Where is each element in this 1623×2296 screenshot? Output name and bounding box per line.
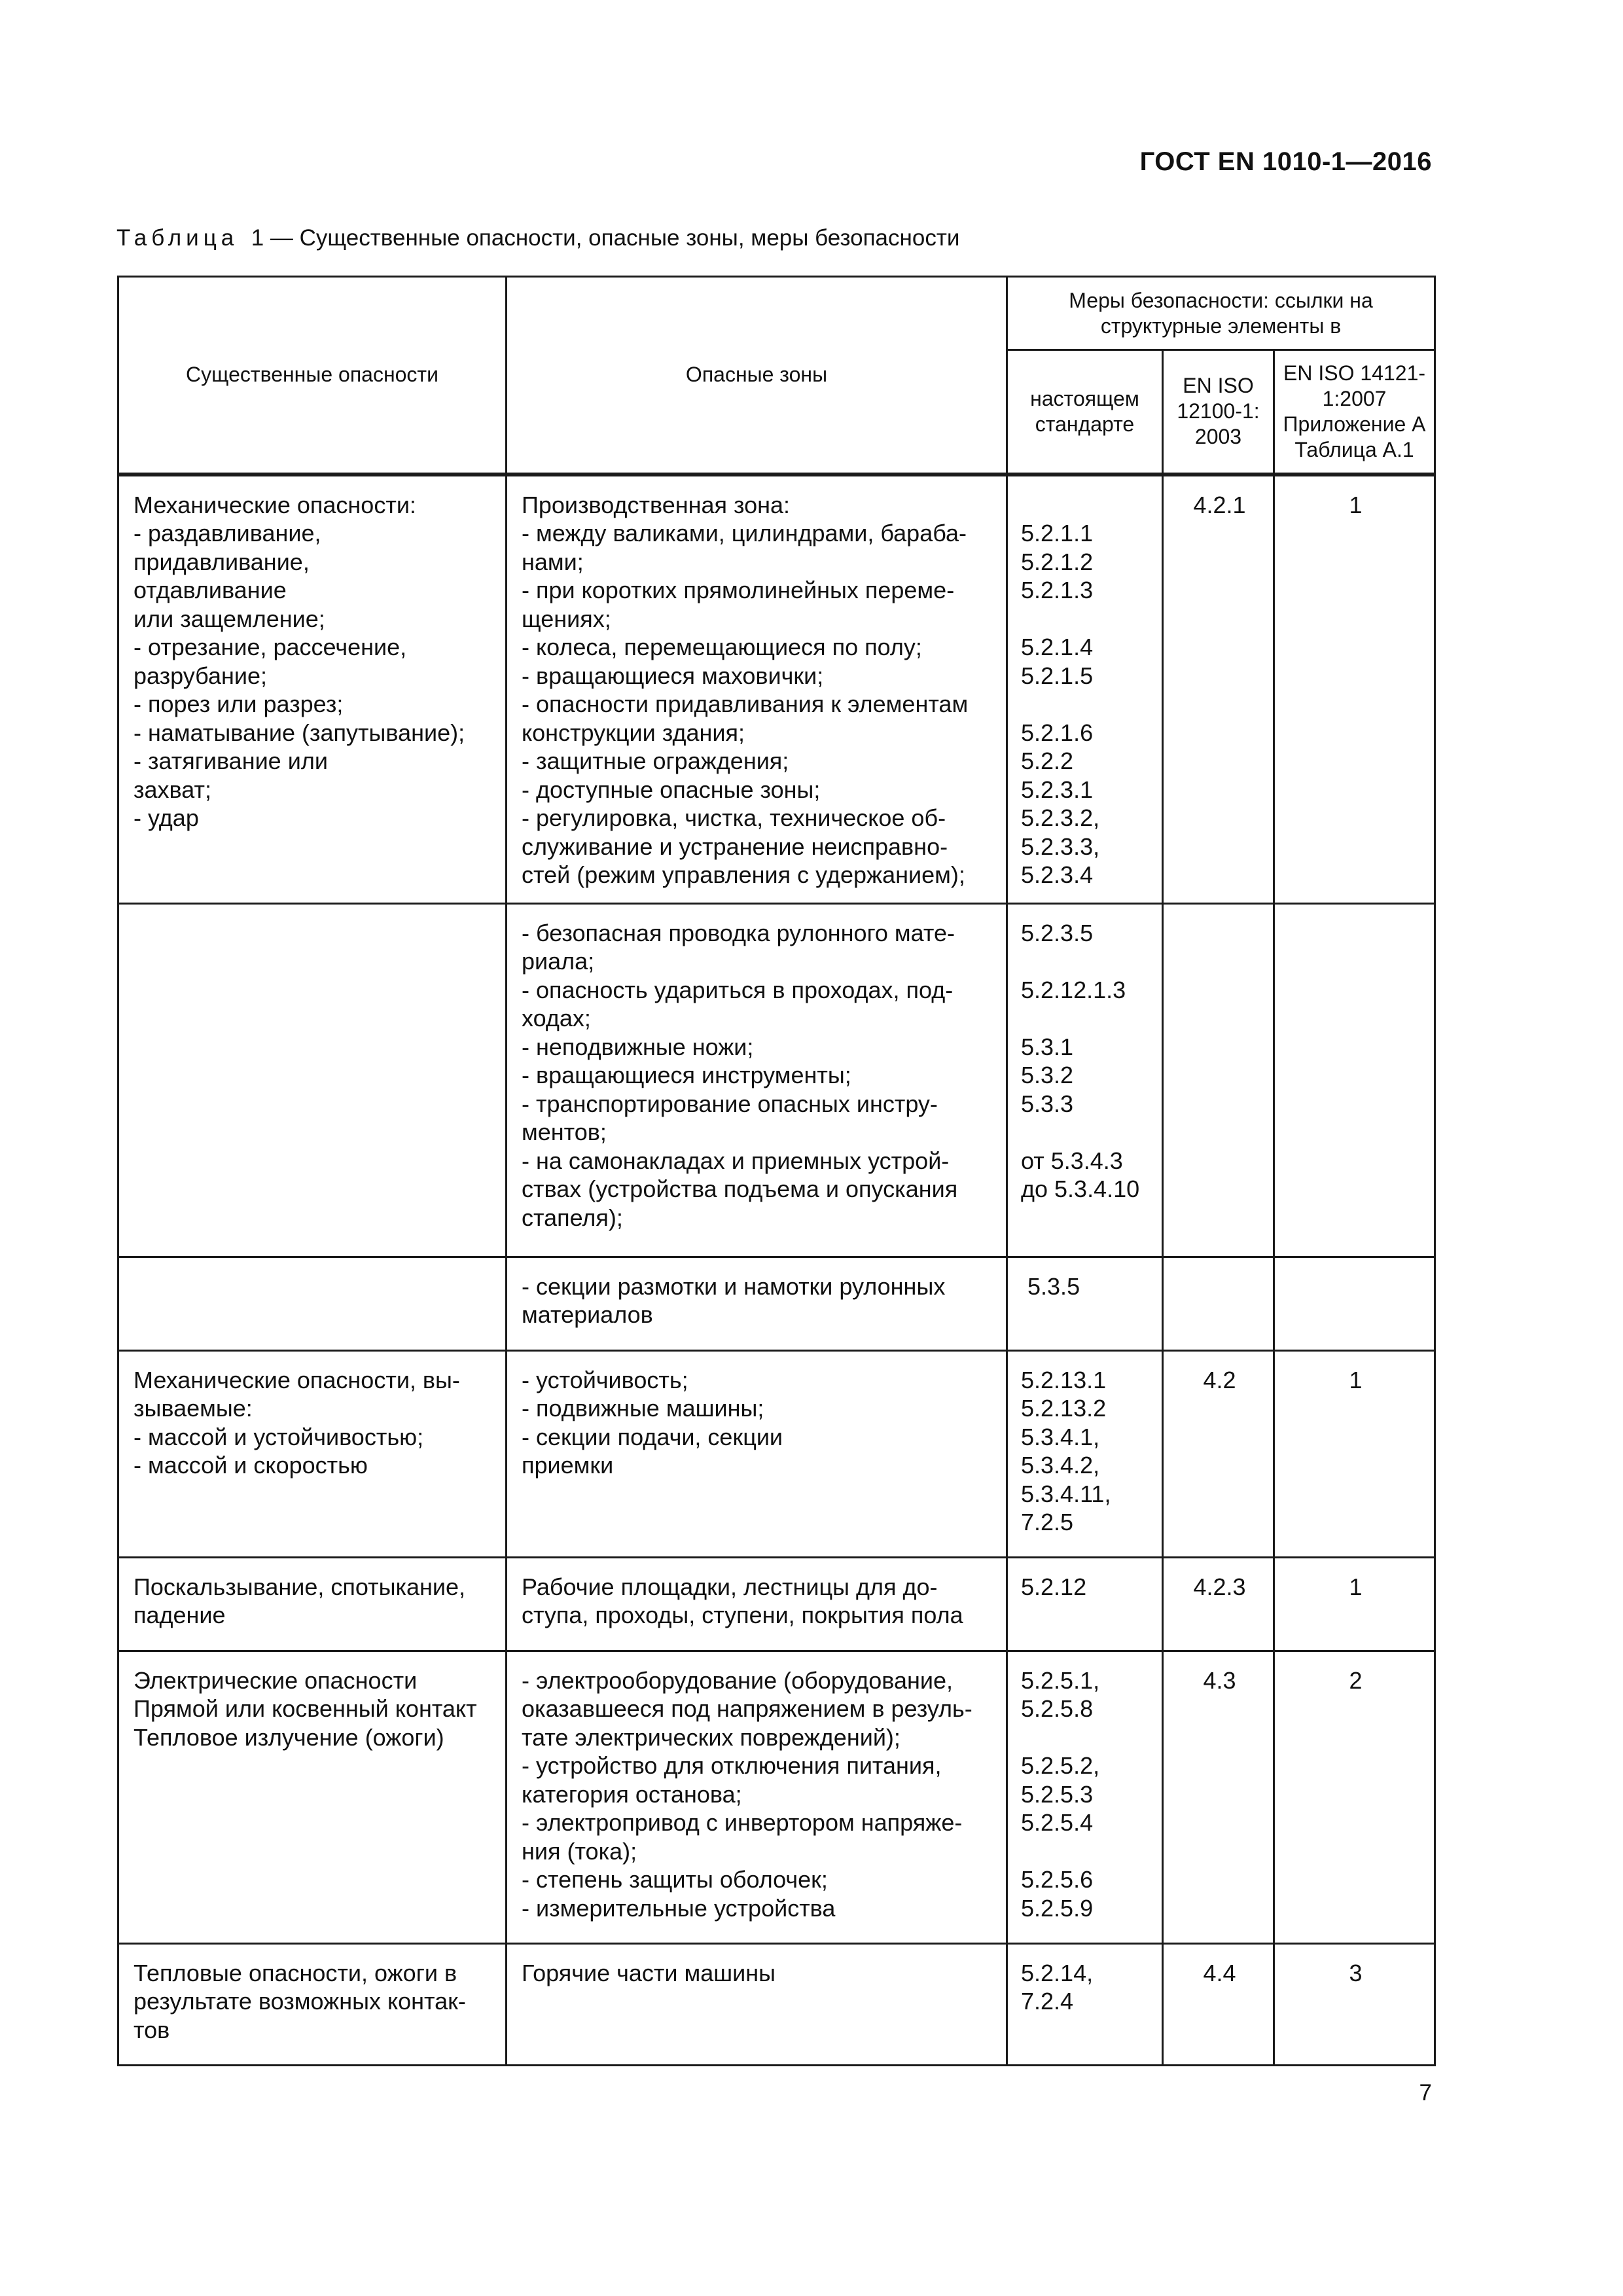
zone-cell-line: - вращающиеся маховички; (522, 662, 824, 689)
page-number: 7 (1419, 2080, 1432, 2106)
iso-12100-ref-cell: 4.4 (1163, 1943, 1274, 2065)
hazard-cell (118, 903, 507, 1257)
current-standard-ref-cell-line: 5.2.5.6 (1021, 1866, 1094, 1893)
current-standard-ref-cell-line: 5.2.12 (1021, 1573, 1087, 1600)
zone-cell-line: нами; (522, 548, 584, 575)
current-standard-ref-cell (1007, 1557, 1163, 1651)
current-standard-ref-cell-line: 5.3.1 (1021, 1033, 1074, 1060)
iso-14121-ref-cell: 2 (1274, 1651, 1435, 1943)
hazard-cell-line: Электрические опасности (134, 1666, 418, 1694)
header-iso-14121: EN ISO 14121-1:2007 Приложение А Таблица А.1 (1274, 350, 1435, 475)
zone-cell-line: ментов; (522, 1119, 607, 1145)
current-standard-ref-cell-line: 5.2.1.3 (1021, 577, 1094, 603)
current-standard-ref-cell (1007, 903, 1163, 1257)
hazard-cell-line: - порез или разрез; (134, 691, 344, 717)
hazard-cell-line: результате возможных контак- (134, 1988, 466, 2015)
zone-cell-line: ствах (устройства подъема и опускания (522, 1175, 958, 1202)
current-standard-ref-cell-line: 5.3.4.1, (1021, 1423, 1100, 1450)
iso-12100-ref-cell: 4.2 (1163, 1350, 1274, 1557)
current-standard-ref-cell-line: 5.2.5.3 (1021, 1780, 1094, 1808)
current-standard-ref-cell-line (1021, 1837, 1155, 1866)
zone-cell-line: щениях; (522, 605, 611, 632)
current-standard-ref-cell-line: 5.3.4.2, (1021, 1452, 1100, 1479)
zone-cell-line: ступа, проходы, ступени, покрытия пола (522, 1602, 963, 1628)
zone-cell-line: оказавшееся под напряжением в резуль- (522, 1695, 972, 1722)
zone-cell-line: материалов (522, 1301, 653, 1328)
zone-cell (507, 1651, 1007, 1943)
zone-cell-line: - вращающиеся инструменты; (522, 1062, 851, 1088)
current-standard-ref-cell-line: 5.2.1.4 (1021, 634, 1094, 660)
header-measures: Меры безопасности: ссылки на структурные элементы в (1007, 277, 1435, 350)
zone-cell-line: - безопасная проводка рулонного мате- (522, 919, 955, 946)
current-standard-ref-cell-line (1021, 1118, 1155, 1147)
current-standard-ref-cell-line: 5.2.5.2, (1021, 1752, 1100, 1779)
current-standard-ref-cell-line: 5.2.5.8 (1021, 1695, 1094, 1722)
zone-cell-line: - электропривод с инвертором напряже- (522, 1809, 963, 1836)
iso-12100-ref-cell: 4.3 (1163, 1651, 1274, 1943)
zone-cell-line: Горячие части машины (522, 1959, 776, 1986)
iso-14121-ref-cell (1274, 903, 1435, 1257)
hazard-cell-line: - отрезание, рассечение, (134, 634, 407, 660)
zone-cell-line: - доступные опасные зоны; (522, 776, 821, 803)
zone-cell-line: - защитные ограждения; (522, 747, 789, 774)
zone-cell-line: - устойчивость; (522, 1366, 688, 1393)
zone-cell-line: - опасность удариться в проходах, под- (522, 976, 954, 1003)
hazard-cell-line: падение (134, 1602, 226, 1628)
hazard-cell-line: - затягивание или (134, 747, 328, 774)
document-code: ГОСТ EN 1010-1—2016 (1139, 147, 1432, 176)
current-standard-ref-cell-line: 5.2.13.2 (1021, 1395, 1107, 1422)
table-row (118, 903, 1435, 1257)
current-standard-ref-cell-line (1021, 491, 1155, 520)
current-standard-ref-cell-line: 5.3.3 (1021, 1090, 1074, 1117)
current-standard-ref-cell (1007, 1651, 1163, 1943)
current-standard-ref-cell-line (1021, 690, 1155, 719)
current-standard-ref-cell-line: 5.2.13.1 (1021, 1366, 1107, 1393)
hazard-cell-line: отдавливание (134, 577, 287, 603)
hazard-cell-line: - раздавливание, (134, 520, 321, 547)
zone-cell-line: - степень защиты оболочек; (522, 1866, 828, 1893)
zone-cell (507, 1943, 1007, 2065)
zone-cell (507, 1557, 1007, 1651)
iso-12100-ref-cell (1163, 1257, 1274, 1350)
iso-14121-ref-cell: 1 (1274, 1350, 1435, 1557)
zone-cell (507, 903, 1007, 1257)
current-standard-ref-cell (1007, 475, 1163, 904)
zone-cell-line: - колеса, перемещающиеся по полу; (522, 634, 922, 660)
current-standard-ref-cell-line (1021, 1723, 1155, 1752)
table-row (118, 475, 1435, 904)
hazard-cell (118, 475, 507, 904)
hazard-cell-line: разрубание; (134, 662, 267, 689)
hazard-cell-line: - удар (134, 804, 199, 831)
zone-cell-line: - измерительные устройства (522, 1894, 836, 1922)
zone-cell-line: ния (тока); (522, 1837, 637, 1865)
current-standard-ref-cell-line: 5.3.4.11, (1021, 1480, 1111, 1507)
zone-cell-line: категория останова; (522, 1780, 742, 1808)
current-standard-ref-cell-line: 5.2.3.3, (1021, 833, 1100, 860)
table-caption-label: Таблица (116, 225, 239, 251)
header-hazards: Существенные опасности (118, 277, 507, 475)
hazard-cell-line: Тепловые опасности, ожоги в (134, 1959, 457, 1986)
zone-cell-line: стапеля); (522, 1204, 623, 1231)
zone-cell-line: - регулировка, чистка, техническое об- (522, 804, 946, 831)
table-caption (116, 225, 959, 251)
table-caption-text: 1 — Существенные опасности, опасные зоны, меры безопасности (251, 225, 960, 251)
iso-14121-ref-cell: 1 (1274, 475, 1435, 904)
hazard-cell-line: Поскальзывание, спотыкание, (134, 1573, 466, 1600)
header-iso-12100: EN ISO 12100-1: 2003 (1163, 350, 1274, 475)
hazard-cell (118, 1557, 507, 1651)
current-standard-ref-cell (1007, 1350, 1163, 1557)
current-standard-ref-cell-line: 7.2.4 (1021, 1988, 1074, 2015)
zone-cell-line: - подвижные машины; (522, 1395, 764, 1422)
hazard-cell-line: Тепловое излучение (ожоги) (134, 1723, 444, 1751)
table-row (118, 1557, 1435, 1651)
hazard-cell (118, 1350, 507, 1557)
hazard-cell-line: - массой и устойчивостью; (134, 1423, 424, 1450)
hazard-cell-line: Прямой или косвенный контакт (134, 1695, 477, 1722)
current-standard-ref-cell-line: 5.2.12.1.3 (1021, 976, 1126, 1003)
zone-cell-line: - секции размотки и намотки рулонных (522, 1272, 946, 1300)
current-standard-ref-cell-line: 5.2.2 (1021, 747, 1074, 774)
zone-cell (507, 1350, 1007, 1557)
hazard-cell-line: зываемые: (134, 1395, 253, 1422)
current-standard-ref-cell-line: 5.2.3.4 (1021, 861, 1094, 888)
zone-cell-line: приемки (522, 1452, 614, 1479)
current-standard-ref-cell-line: 5.2.1.2 (1021, 548, 1094, 575)
hazard-cell-line: Механические опасности: (134, 491, 416, 518)
current-standard-ref-cell-line: от 5.3.4.3 (1021, 1147, 1123, 1174)
iso-14121-ref-cell: 1 (1274, 1557, 1435, 1651)
current-standard-ref-cell-line: 5.2.1.5 (1021, 662, 1094, 689)
current-standard-ref-cell-line: 5.2.5.9 (1021, 1894, 1094, 1922)
current-standard-ref-cell-line: 5.2.1.6 (1021, 719, 1094, 746)
hazard-cell-line: придавливание, (134, 548, 310, 575)
iso-14121-ref-cell: 3 (1274, 1943, 1435, 2065)
current-standard-ref-cell-line (1021, 1004, 1155, 1033)
zone-cell-line: тате электрических повреждений); (522, 1723, 901, 1751)
hazard-cell (118, 1651, 507, 1943)
zone-cell-line: - устройство для отключения питания, (522, 1752, 942, 1779)
zone-cell (507, 1257, 1007, 1350)
zone-cell-line: - неподвижные ножи; (522, 1033, 754, 1060)
zone-cell-line: стей (режим управления с удержанием); (522, 861, 965, 888)
hazard-cell-line: тов (134, 2016, 170, 2043)
current-standard-ref-cell-line (1021, 947, 1155, 976)
hazards-table (117, 276, 1436, 2066)
iso-12100-ref-cell (1163, 903, 1274, 1257)
hazard-cell (118, 1257, 507, 1350)
header-zones: Опасные зоны (507, 277, 1007, 475)
table-row (118, 1651, 1435, 1943)
current-standard-ref-cell-line (1021, 605, 1155, 634)
zone-cell-line: - электрооборудование (оборудование, (522, 1666, 954, 1694)
zone-cell-line: Рабочие площадки, лестницы для до- (522, 1573, 938, 1600)
current-standard-ref-cell (1007, 1943, 1163, 2065)
iso-12100-ref-cell: 4.2.1 (1163, 475, 1274, 904)
header-current-standard: настоящем стандарте (1007, 350, 1163, 475)
iso-12100-ref-cell: 4.2.3 (1163, 1557, 1274, 1651)
zone-cell-line: конструкции здания; (522, 719, 745, 746)
hazard-cell-line: Механические опасности, вы- (134, 1366, 460, 1393)
zone-cell-line: - транспортирование опасных инстру- (522, 1090, 938, 1117)
current-standard-ref-cell-line: 5.2.3.2, (1021, 804, 1100, 831)
zone-cell-line: - при коротких прямолинейных переме- (522, 577, 955, 603)
current-standard-ref-cell-line: 7.2.5 (1021, 1509, 1074, 1535)
hazard-cell-line: - наматывание (запутывание); (134, 719, 465, 746)
current-standard-ref-cell-line: 5.2.5.4 (1021, 1809, 1094, 1836)
current-standard-ref-cell-line: 5.2.3.5 (1021, 919, 1094, 946)
hazard-cell-line: захват; (134, 776, 211, 803)
table-row (118, 1350, 1435, 1557)
zone-cell-line: риала; (522, 948, 595, 975)
current-standard-ref-cell (1007, 1257, 1163, 1350)
zone-cell (507, 475, 1007, 904)
hazard-cell (118, 1943, 507, 2065)
zone-cell-line: - опасности придавливания к элементам (522, 691, 969, 717)
current-standard-ref-cell-line: 5.2.14, (1021, 1959, 1094, 1986)
current-standard-ref-cell-line: 5.3.5 (1021, 1272, 1080, 1300)
current-standard-ref-cell-line: 5.2.3.1 (1021, 776, 1094, 803)
hazard-cell-line: или защемление; (134, 605, 325, 632)
current-standard-ref-cell-line: 5.2.5.1, (1021, 1666, 1100, 1694)
zone-cell-line: - на самонакладах и приемных устрой- (522, 1147, 950, 1174)
table-row (118, 1943, 1435, 2065)
zone-cell-line: ходах; (522, 1005, 591, 1031)
zone-cell-line: Производственная зона: (522, 491, 791, 518)
hazard-cell-line: - массой и скоростью (134, 1452, 368, 1479)
iso-14121-ref-cell (1274, 1257, 1435, 1350)
zone-cell-line: - между валиками, цилиндрами, бараба- (522, 520, 967, 547)
table-row (118, 1257, 1435, 1350)
current-standard-ref-cell-line: до 5.3.4.10 (1021, 1175, 1140, 1202)
zone-cell-line: - секции подачи, секции (522, 1423, 783, 1450)
zone-cell-line: служивание и устранение неисправно- (522, 833, 948, 860)
current-standard-ref-cell-line: 5.3.2 (1021, 1062, 1074, 1088)
table-body (118, 475, 1435, 2066)
current-standard-ref-cell-line: 5.2.1.1 (1021, 520, 1094, 547)
